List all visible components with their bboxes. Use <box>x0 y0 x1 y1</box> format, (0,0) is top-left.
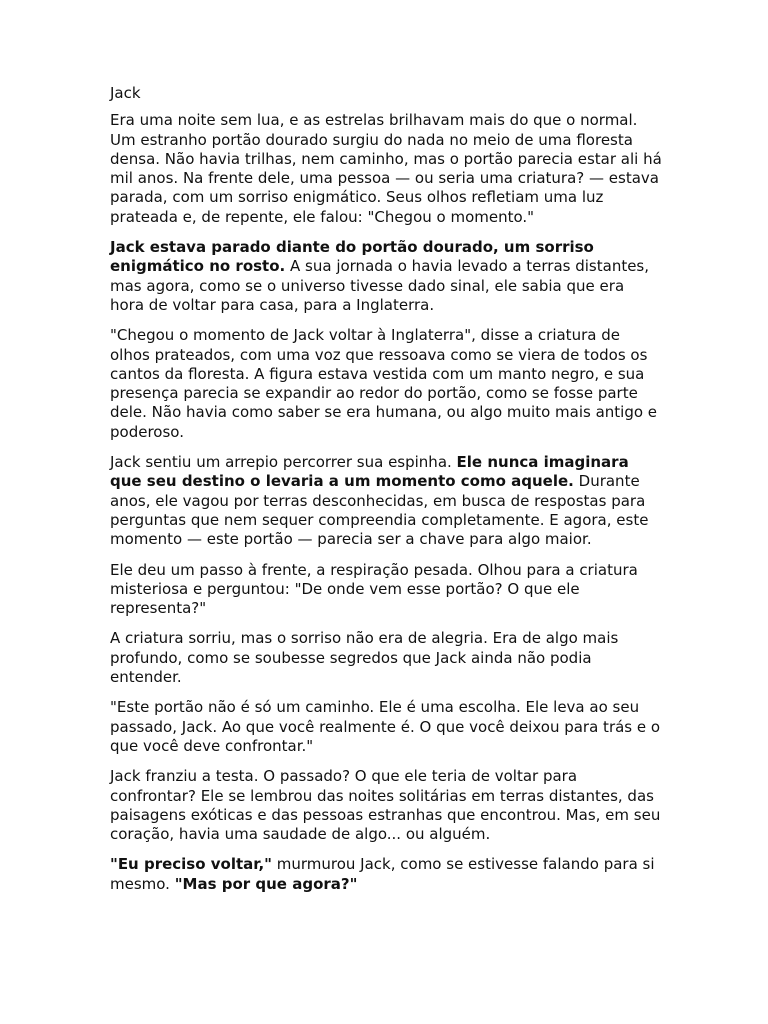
paragraph-4 <box>110 453 662 549</box>
paragraph-6: A criatura sorriu, mas o sorriso não era de alegria. Era de algo mais profundo, como se soubesse segredos que Jack ainda não podia entender. <box>110 629 619 687</box>
paragraph-8: Jack franziu a testa. O passado? O que ele teria de voltar para confrontar? Ele se lembrou das noites solitárias em terras distantes, das paisagens exóticas e das pessoas estranhas que encontrou. Mas, em seu coração, havia uma saudade de algo... ou alguém. <box>110 767 661 844</box>
paragraph-9-bold-quote-1: "Eu preciso voltar," <box>110 855 272 874</box>
paragraph-9 <box>110 855 662 894</box>
paragraph-1: Era uma noite sem lua, e as estrelas brilhavam mais do que o normal. Um estranho portão dourado surgiu do nada no meio de uma floresta densa. Não havia trilhas, nem caminho, mas o portão parecia estar ali há mil anos. Na frente dele, uma pessoa — ou seria uma criatura? — estava parada, com um sorriso enigmático. Seus olhos refletiam uma luz prateada e, de repente, ele falou: "Chegou o momento." <box>110 111 662 226</box>
paragraph-2-bold: Jack estava parado diante do portão dourado, um sorriso enigmático no rosto. <box>110 238 594 276</box>
paragraph-4-text: Durante anos, ele vagou por terras desconhecidas, em busca de respostas para perguntas que nem sequer compreendia completamente. E agora, este momento — este portão — parecia ser a chave para algo maior. <box>110 472 649 549</box>
paragraph-2 <box>110 238 662 315</box>
paragraph-4-bold: Ele nunca imaginara que seu destino o levaria a um momento como aquele. <box>110 453 629 491</box>
paragraph-5: Ele deu um passo à frente, a respiração pesada. Olhou para a criatura misteriosa e perguntou: "De onde vem esse portão? O que ele representa?" <box>110 560 638 618</box>
document-title: Jack <box>110 84 141 102</box>
paragraph-2-text: A sua jornada o havia levado a terras distantes, mas agora, como se o universo tivesse dado sinal, ele sabia que era hora de voltar para casa, para a Inglaterra. <box>110 257 650 314</box>
paragraph-9-text: murmurou Jack, como se estivesse falando para si mesmo. <box>110 855 655 893</box>
paragraph-3: "Chegou o momento de Jack voltar à Inglaterra", disse a criatura de olhos prateados, com uma voz que ressoava como se viera de todos os cantos da floresta. A figura estava vestida com um manto negro, e sua presença parecia se expandir ao redor do portão, como se fosse parte dele. Não havia como saber se era humana, ou algo muito mais antigo e poderoso. <box>110 326 658 441</box>
paragraph-4-start: Jack sentiu um arrepio percorrer sua espinha. <box>110 453 457 472</box>
paragraph-9-bold-quote-2: "Mas por que agora?" <box>174 874 358 893</box>
document-page <box>110 84 662 905</box>
paragraph-7: "Este portão não é só um caminho. Ele é uma escolha. Ele leva ao seu passado, Jack. Ao que você realmente é. O que você deixou para trás e o que você deve confrontar." <box>110 698 661 755</box>
